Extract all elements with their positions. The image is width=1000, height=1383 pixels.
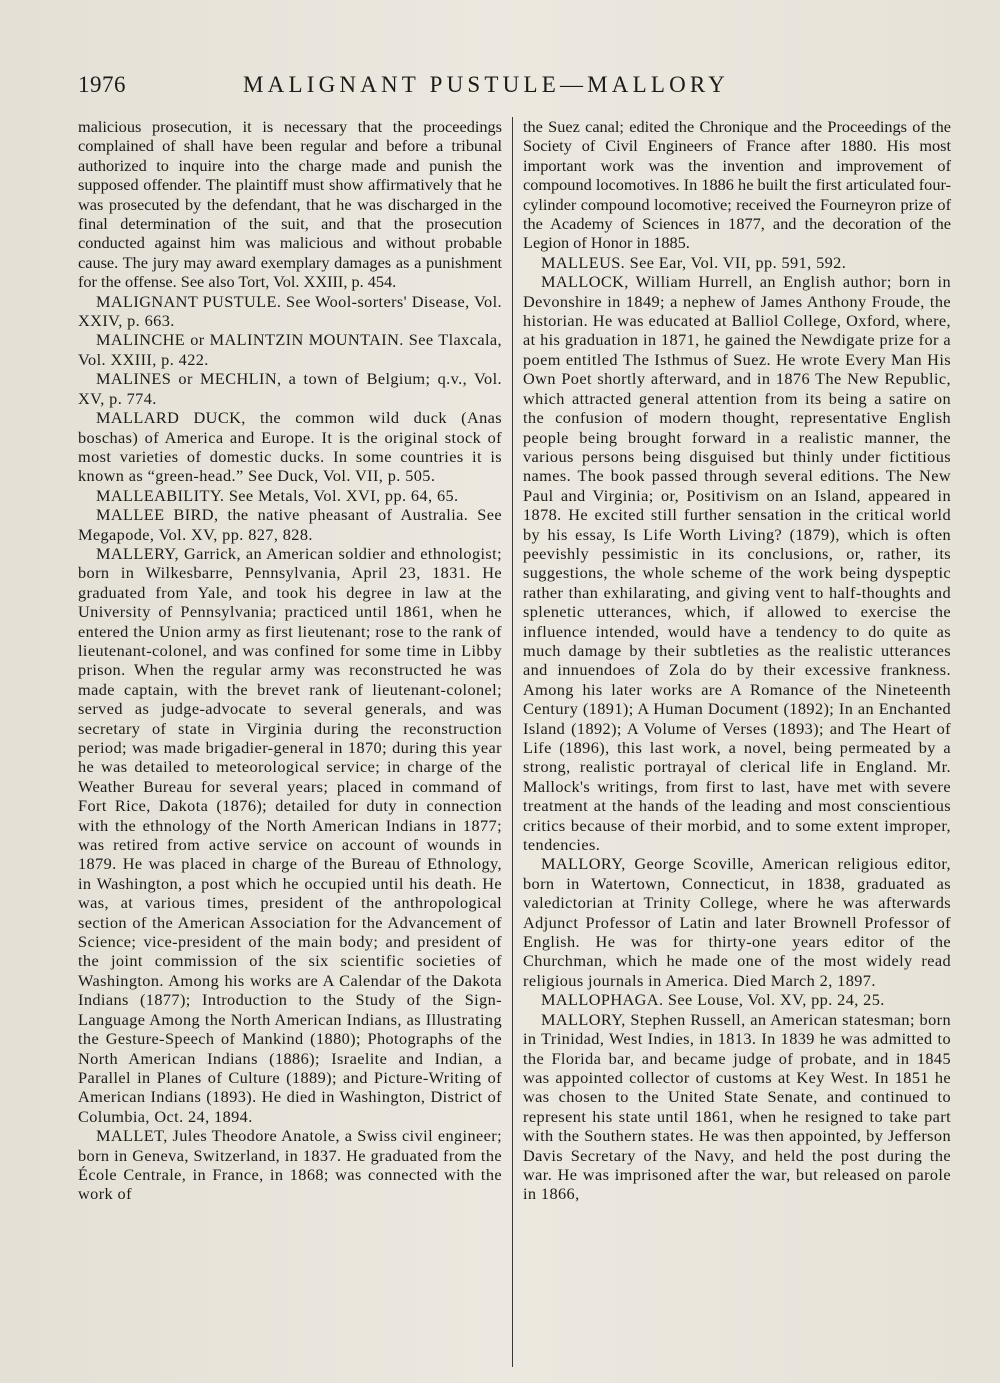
entry-mallophaga: MALLOPHAGA. See Louse, Vol. XV, pp. 24, 25.	[541, 990, 885, 1010]
right-column	[523, 117, 951, 1204]
paragraph-malicious-prosecution: malicious prosecution, it is necessary that the proceedings complained of shall have been regular and before a tribunal authorized to inquire into the charge made and punish the supposed offender. The plaintiff must show affirmatively that he was prosecuted by the defendant, that he was discharged in the final determination of the suit, and that the prosecution conducted against him was malicious and without probable cause. The jury may award exemplary damages as a punishment for the offense. See also Tort, Vol. XXIII, p. 454.	[78, 117, 502, 292]
entry-mallee-bird: MALLEE BIRD, the native pheasant of Australia. See Megapode, Vol. XV, pp. 827, 828.	[78, 505, 502, 544]
entry-malinche: MALINCHE or MALINTZIN MOUNTAIN. See Tlaxcala, Vol. XXIII, p. 422.	[78, 330, 502, 369]
entry-mallory-stephen: MALLORY, Stephen Russell, an American statesman; born in Trinidad, West Indies, in 1813. In 1839 he was admitted to the Florida bar, and became judge of probate, and in 1845 was appointed collector of customs at Key West. In 1851 he was chosen to the United State Senate, and continued to represent his state until 1861, when he resigned to take part with the Southern states. He was then appointed, by Jefferson Davis Secretary of the Navy, and held the post during the war. He was imprisoned after the war, but released on parole in 1866,	[523, 1009, 951, 1204]
entry-mallory-george: MALLORY, George Scoville, American religious editor, born in Watertown, Connecticut, in 1838, graduated as valedictorian at Trinity College, where he was afterwards Adjunct Professor of Latin and later Brownell Professor of English. He was for thirty-one years editor of the Churchman, which he made one of the most widely read religious journals in America. Died March 2, 1897.	[523, 854, 951, 990]
entry-malleability: MALLEABILITY. See Metals, Vol. XVI, pp. 64, 65.	[96, 485, 459, 505]
entry-malignant-pustule: MALIGNANT PUSTULE. See Wool-sorters' Disease, Vol. XXIV, p. 663.	[78, 291, 502, 331]
entry-mallard-duck: MALLARD DUCK, the common wild duck (Anas boschas) of America and Europe. It is the original stock of most varieties of domestic ducks. In some countries it is known as “green-head.” See Duck, Vol. VII, p. 505.	[78, 408, 502, 486]
entry-mallet-jules: MALLET, Jules Theodore Anatole, a Swiss civil engineer; born in Geneva, Switzerland, in 1837. He graduated from the École Centrale, in France, in 1868; was connected with the work of	[78, 1126, 502, 1204]
paragraph-mallet-continued: the Suez canal; edited the Chronique and the Proceedings of the Society of Civil Engineers of France after 1880. His most important work was the invention and improvement of compound locomotives. In 1886 he built the first articulated four-cylinder compound locomotive; received the Fourneyron prize of the Academy of Sciences in 1877, and the decoration of the Legion of Honor in 1885.	[523, 117, 951, 253]
entry-malines: MALINES or MECHLIN, a town of Belgium; q.v., Vol. XV, p. 774.	[78, 369, 502, 408]
running-head: MALIGNANT PUSTULE—MALLORY	[243, 72, 729, 97]
entry-mallery-garrick: MALLERY, Garrick, an American soldier and ethnologist; born in Wilkesbarre, Pennsylvania, April 23, 1831. He graduated from Yale, and took his degree in law at the University of Pennsylvania; practiced until 1861, when he entered the Union army as first lieutenant; rose to the rank of lieutenant-colonel, and was confined for some time in Libby prison. When the regular army was reconstructed he was made captain, with the brevet rank of lieutenant-colonel; served as judge-advocate to several generals, and was secretary of state in Virginia during the reconstruction period; was made brigadier-general in 1870; during this year he was detailed to meteorological service; in charge of the Weather Bureau for several years; placed in command of Fort Rice, Dakota (1876); detailed for duty in connection with the ethnology of the North American Indians in 1877; was retired from active service on account of wounds in 1879. He was placed in charge of the Bureau of Ethnology, in Washington, a post which he occupied until his death. He was, at various times, president of the anthropological section of the American Association for the Advancement of Science; vice-president of the main body; and president of the joint commission of the six scientific societies of Washington. Among his works are A Calendar of the Dakota Indians (1877); Introduction to the Study of the Sign-Language Among the North American Indians, as Illustrating the Gesture-Speech of Mankind (1880); Photographs of the North American Indians (1886); Israelite and Indian, a Parallel in Planes of Culture (1889); and Picture-Writing of American Indians (1893). He died in Washington, District of Columbia, Oct. 24, 1894.	[78, 543, 502, 1126]
entry-malleus: MALLEUS. See Ear, Vol. VII, pp. 591, 592.	[541, 252, 847, 272]
page-header	[78, 72, 958, 106]
column-divider	[512, 117, 513, 1367]
page-number: 1976	[78, 72, 126, 97]
entry-mallock-william: MALLOCK, William Hurrell, an English author; born in Devonshire in 1849; a nephew of James Anthony Froude, the historian. He was educated at Balliol College, Oxford, where, at his graduation in 1871, he gained the Newdigate prize for a poem entitled The Isthmus of Suez. He wrote Every Man His Own Poet shortly afterward, and in 1876 The New Republic, which attracted general attention from its being a satire on the confusion of modern thought, representative English people being brought forward in a realistic manner, the various persons being disguised but thinly under fictitious names. The book passed through several editions. The New Paul and Virginia; or, Positivism on an Island, appeared in 1878. He excited still further sensation in the critical world by his essay, Is Life Worth Living? (1879), which is often peevishly pessimistic in its conclusions, or, rather, its suggestions, the whole scheme of the work being dyspeptic rather than exhilarating, and giving vent to half-thoughts and splenetic utterances, which, if allowed to exercise the influence intended, would have a tendency to do quite as much damage by their subtleties as the realistic utterances and innuendoes of Zola do by their excessive frankness. Among his later works are A Romance of the Nineteenth Century (1891); A Human Document (1892); In an Enchanted Island (1892); A Volume of Verses (1893); and The Heart of Life (1896), this last work, a novel, being permeated by a strong, realistic portrayal of clerical life in England. Mr. Mallock's writings, from first to last, have met with severe treatment at the hands of the leading and most conscientious critics because of their morbid, and to some extent improper, tendencies.	[523, 272, 951, 855]
left-column	[78, 117, 502, 1204]
